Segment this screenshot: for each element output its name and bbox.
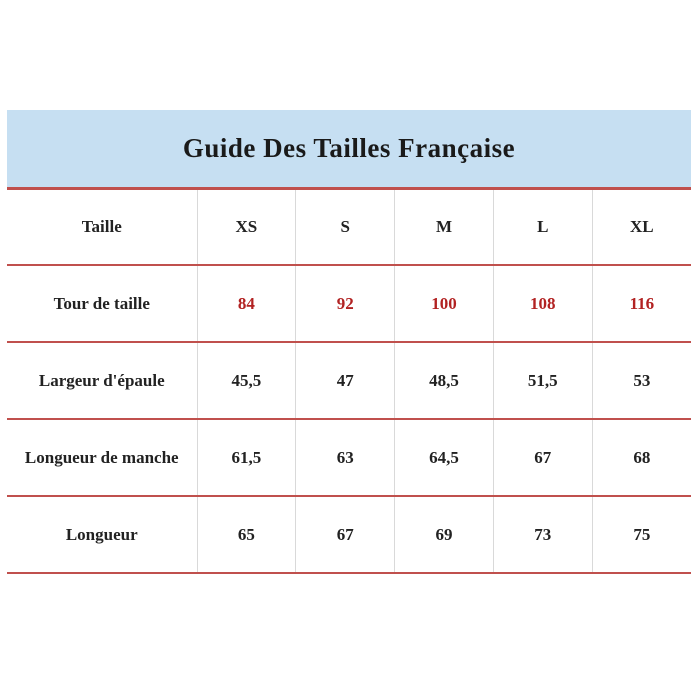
header-size-xs: XS xyxy=(197,190,296,265)
header-label: Taille xyxy=(7,190,197,265)
table-cell: 61,5 xyxy=(197,419,296,496)
table-cell: 51,5 xyxy=(493,342,592,419)
page-title: Guide Des Tailles Française xyxy=(182,133,516,163)
table-cell: 64,5 xyxy=(395,419,494,496)
table-cell: 108 xyxy=(493,265,592,342)
table-header-row xyxy=(7,190,691,265)
size-table xyxy=(7,190,691,574)
table-cell: 45,5 xyxy=(197,342,296,419)
table-cell: 47 xyxy=(296,342,395,419)
table-row-largeur-epaule xyxy=(7,342,691,419)
row-label: Longueur de manche xyxy=(7,419,197,496)
table-cell: 68 xyxy=(592,419,691,496)
table-cell: 116 xyxy=(592,265,691,342)
row-label: Largeur d'épaule xyxy=(7,342,197,419)
table-cell: 67 xyxy=(493,419,592,496)
title-bar xyxy=(7,110,691,190)
header-size-m: M xyxy=(395,190,494,265)
header-size-xl: XL xyxy=(592,190,691,265)
header-size-l: L xyxy=(493,190,592,265)
row-label: Longueur xyxy=(7,496,197,573)
table-cell: 63 xyxy=(296,419,395,496)
table-cell: 65 xyxy=(197,496,296,573)
table-cell: 92 xyxy=(296,265,395,342)
table-cell: 75 xyxy=(592,496,691,573)
header-size-s: S xyxy=(296,190,395,265)
table-row-longueur-manche xyxy=(7,419,691,496)
row-label: Tour de taille xyxy=(7,265,197,342)
table-row-longueur xyxy=(7,496,691,573)
table-cell: 84 xyxy=(197,265,296,342)
size-guide xyxy=(7,110,691,574)
table-cell: 67 xyxy=(296,496,395,573)
table-cell: 48,5 xyxy=(395,342,494,419)
table-cell: 73 xyxy=(493,496,592,573)
table-row-tour-de-taille xyxy=(7,265,691,342)
table-cell: 69 xyxy=(395,496,494,573)
table-cell: 53 xyxy=(592,342,691,419)
table-cell: 100 xyxy=(395,265,494,342)
